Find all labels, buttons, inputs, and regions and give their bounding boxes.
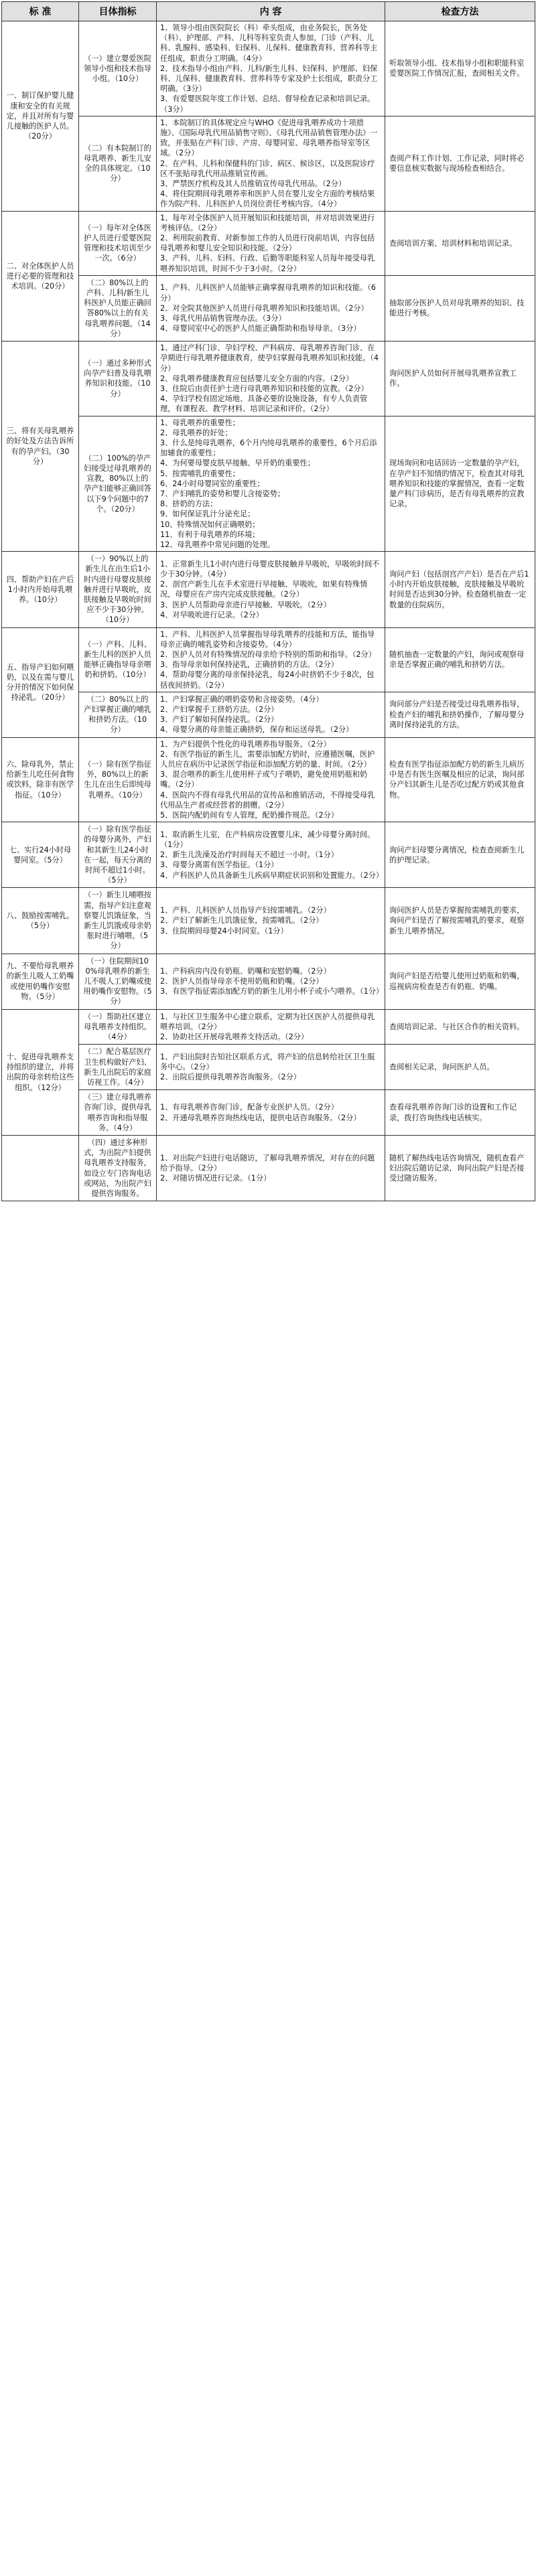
- content-item: 7、产妇哺乳的姿势和婴儿含接姿势；: [160, 489, 285, 498]
- standard-cell: 八、鼓励按需哺乳。（5分）: [2, 888, 79, 954]
- content-item: 2、母乳喂养的好处；: [160, 428, 232, 437]
- table-row: [2, 416, 535, 552]
- content-item: 2、母乳喂养健康教育应包括婴儿安全方面的内容。（2分）: [160, 374, 354, 383]
- content-item: 4、将住院期间母乳喂养率和医护人员在婴儿安全方面的考核结果作为院产科、儿科医护人员岗位责任考核内容。（4分）: [160, 190, 375, 209]
- content-cell: [157, 822, 385, 888]
- content-item: 4、母婴同室中心的医护人员能正确帮助和指导母亲。（3分）: [160, 324, 361, 333]
- standard-cell: 五、指导产妇如何喂奶，以及在需与婴儿分开的情况下如何保持泌乳。（20分）: [2, 627, 79, 737]
- content-cell: [157, 627, 385, 692]
- header-indicator: 目体指标: [79, 2, 157, 21]
- standard-cell: 十、促进母乳喂养支持组织的建立，并将出院的母亲转给这些组织。（12分）: [2, 1009, 79, 1135]
- standard-cell: 四、帮助产妇在产后1小时内开始母乳喂养。（10分）: [2, 552, 79, 627]
- table-header-row: [2, 2, 535, 21]
- standard-cell: 九、不要给母乳喂养的新生儿吸人工奶嘴或使用奶嘴作安慰物。（5分）: [2, 954, 79, 1009]
- table-row: [2, 627, 535, 692]
- table-row: [2, 552, 535, 627]
- method-cell: 现场询问和电话回访一定数量的孕产妇，在孕产妇不知情的情况下，检查其对母乳喂养知识和技能的掌握情况，查看一定数量产科门诊病历，是否有母乳喂养的宣教记录。: [385, 416, 535, 552]
- content-item: 2、有医学指征的新生儿，需要添加配方奶时，应遵循医嘱，医护人员应在病历中记录医学指征和添加配方奶的量、时间。（2分）: [160, 749, 375, 769]
- content-item: 5、按需哺乳的重要性；: [160, 469, 240, 478]
- content-cell: [157, 1045, 385, 1090]
- content-item: 1、产科病房内没有奶瓶、奶嘴和安慰奶嘴。（2分）: [160, 966, 331, 976]
- method-cell: 随机抽查一定数量的产妇，询问或观察母亲是否掌握正确的哺乳和挤奶方法。: [385, 627, 535, 692]
- method-cell: 查阅培训方案、培训材料和培训记录。: [385, 211, 535, 275]
- method-cell: 询问医护人员如何开展母乳喂养宣教工作。: [385, 342, 535, 416]
- content-item: 4、对早吸吮进行记录。（2分）: [160, 610, 264, 619]
- content-cell: [157, 416, 385, 552]
- indicator-cell: （二）100%的孕产妇接受过母乳喂养的宣教，80%以上的孕产妇能够正确回答以下9个问题中的7个。（20分）: [79, 416, 157, 552]
- content-item: 1、每年对全体医护人员开展知识和技能培训，并对培训效果进行考核评估。（2分）: [160, 213, 375, 232]
- indicator-cell: （一）帮助社区建立母乳喂养支持组织。（4分）: [79, 1009, 157, 1045]
- content-item: 1、正常新生儿1小时内进行母婴皮肤接触并早吸吮，早吸吮时间不少于30分钟。（4分）: [160, 559, 380, 579]
- indicator-cell: （一）90%以上的新生儿在出生后1小时内进行母婴皮肤接触并进行早吸吮，皮肤接触及早吸吮时间应不少于30分钟。（10分）: [79, 552, 157, 627]
- content-item: 10、特殊情况如何正确喂奶；: [160, 520, 260, 529]
- content-item: 1、产妇掌握正确的喂奶姿势和含接姿势。（4分）: [160, 694, 324, 704]
- content-item: 9、如何保证乳汁分泌充足；: [160, 510, 255, 519]
- content-item: 4、产科医护人员具备新生儿疾病早期症状识别和处置能力。（2分）: [160, 870, 384, 880]
- content-item: 4、为何要母婴皮肤早接触、早开奶的重要性；: [160, 459, 315, 468]
- content-item: 4、帮助母婴分离的母亲保持泌乳，每24小时挤奶不少于8次，包括夜间挤奶。（2分）: [160, 670, 375, 690]
- content-item: 1、母乳喂养的重要性；: [160, 418, 240, 427]
- content-item: 1、本院制订的具体规定应与WHO《促进母乳喂养成功十项措施》、《国际母乳代用品销售守则》、《母乳代用品销售管理办法》一致，并张贴在产科门诊、产房、母婴同室、母乳喂养指导室等区域。（2分）: [160, 118, 378, 158]
- indicator-cell: （二）配合基层医疗卫生机构做好产妇、新生儿出院后的家庭访视工作。（4分）: [79, 1045, 157, 1090]
- content-cell: [157, 552, 385, 627]
- content-item: 3、指导母亲如何保持泌乳，正确挤奶的方法。（2分）: [160, 660, 338, 670]
- table-row: [2, 116, 535, 211]
- content-item: 1、产科、儿科医护人员掌握指导母乳喂养的技能和方法，能指导母亲正确的哺乳姿势和含接姿势。（4分）: [160, 629, 375, 649]
- method-cell: 查阅培训记录、与社区合作的相关资料。: [385, 1009, 535, 1045]
- indicator-cell: （二）80%以上的产科、儿科/新生儿科医护人员能正确回答80%以上的有关母乳喂养问题。（14分）: [79, 275, 157, 341]
- content-item: 2、产妇了解新生儿饥饿征象，按需哺乳。（2分）: [160, 916, 324, 925]
- table-row: [2, 21, 535, 117]
- standard-cell: 七、实行24小时母婴同室。（5分）: [2, 822, 79, 888]
- content-item: 3、混合喂养的新生儿使用杯子或勺子喂奶，避免使用奶瓶和奶嘴。（2分）: [160, 770, 368, 789]
- method-cell: 询问产妇是否给婴儿使用过奶瓶和奶嘴，巡视病房检查是否有奶瓶、奶嘴。: [385, 954, 535, 1009]
- header-method: 检查方法: [385, 2, 535, 21]
- table-row: [2, 737, 535, 822]
- method-cell: 抽取部分医护人员对母乳喂养的知识、技能进行考核。: [385, 275, 535, 341]
- content-item: 4、母婴分离的母亲能正确挤奶，保存和运送母乳。（2分）: [160, 725, 354, 735]
- content-item: 2、对全院其他医护人员进行母乳喂养知识和技能培训。（2分）: [160, 303, 368, 313]
- table-body: [2, 21, 535, 1201]
- indicator-cell: （一）建立婴爱医院领导小组和技术指导小组。（10分）: [79, 21, 157, 117]
- indicator-cell: （二）80%以上的产妇掌握正确的哺乳和挤奶方法。（10分）: [79, 692, 157, 737]
- table-row: [2, 1009, 535, 1045]
- table-row: [2, 211, 535, 275]
- method-cell: 询问医护人员是否掌握按需哺乳的要求，询问产妇是否了解按需哺乳的要求，观察新生儿喂养情况。: [385, 888, 535, 954]
- content-item: 2、对随访情况进行记录。（1分）: [160, 1174, 271, 1183]
- indicator-cell: （一）每年对全体医护人员进行爱婴医院管理和技术培训至少一次。（6分）: [79, 211, 157, 275]
- indicator-cell: （四）通过多种形式，为出院产妇提供母乳喂养支持服务，如设立专门咨询电话或网站，为出院产妇提供咨询服务。: [79, 1135, 157, 1201]
- content-cell: [157, 737, 385, 822]
- table-row: [2, 275, 535, 341]
- assessment-document: [1, 1, 535, 1201]
- method-cell: 听取领导小组、技术指导小组和职能科室爱婴医院工作情况汇报，查阅相关文件。: [385, 21, 535, 117]
- content-item: 2、剖宫产新生儿在手术室进行早接触、早吸吮，如果有特殊情况，母婴应在产房内完成皮肤接触。（2分）: [160, 580, 368, 599]
- content-item: 8、挤奶的方法；: [160, 500, 218, 509]
- content-item: 1、为产妇提供个性化的母乳喂养指导服务。（2分）: [160, 739, 331, 749]
- content-cell: [157, 1090, 385, 1136]
- content-cell: [157, 21, 385, 117]
- content-item: 1、产科、儿科医护人员能够正确掌握母乳喂养的知识和技能。（6分）: [160, 283, 376, 303]
- assessment-table: [1, 1, 535, 1201]
- content-item: 2、协助社区开展母乳喂养支持活动。（2分）: [160, 1033, 309, 1042]
- content-item: 3、有爱婴医院年度工作计划、总结、督导检查记录和培训记录。（3分）: [160, 94, 375, 114]
- indicator-cell: （一）住院期间100%母乳喂养的新生儿不吸人工奶嘴或使用奶嘴作安慰物。（5分）: [79, 954, 157, 1009]
- content-item: 3、产妇了解如何保持泌乳。（2分）: [160, 715, 279, 725]
- content-cell: [157, 342, 385, 416]
- table-row: [2, 1045, 535, 1090]
- content-item: 2、在产科、儿科和保健科的门诊、病区、候诊区，以及医院诊疗区不张贴母乳代用品推销宣传画。: [160, 159, 375, 178]
- indicator-cell: （一）产科、儿科、新生儿科的医护人员能够正确指导母亲喂奶和挤奶。（10分）: [79, 627, 157, 692]
- content-item: 1、对出院产妇进行电话随访，了解母乳喂养情况，对存在的问题给予指导。（2分）: [160, 1153, 375, 1172]
- content-item: 6、24小时母婴同室的重要性；: [160, 479, 265, 488]
- method-cell: 询问产妇（包括剖宫产产妇）是否在产后1小时内开始皮肤接触，皮肤接触及早吸吮时间是否达到30分钟。检查随机抽查一定数量的住院病历。: [385, 552, 535, 627]
- method-cell: 查看母乳喂养咨询门诊的设置和工作记录，拨打咨询热线电话核实。: [385, 1090, 535, 1136]
- content-cell: [157, 888, 385, 954]
- content-cell: [157, 1135, 385, 1201]
- content-cell: [157, 116, 385, 211]
- content-item: 1、领导小组由医院院长（科）牵头组成，由业务院长，医务处（科）、护理部、产科、儿科等科室负责人参加，门诊（产科、儿科、乳腺科、感染科、妇保科、儿保科、健康教育科、营养科等主任组成，职责分工明确。（4分）: [160, 23, 378, 63]
- content-item: 2、医护人员指导母亲不使用奶瓶和奶嘴。（2分）: [160, 977, 324, 986]
- table-row: [2, 822, 535, 888]
- content-item: 3、医护人员帮助母亲进行早接触、早吸吮。（2分）: [160, 600, 331, 609]
- content-item: 2、技术指导小组由产科、儿科/新生儿科、妇保科、护理部、妇保科、儿保科、健康教育科、营养科等专家及护士长组成，职责分工明确。（3分）: [160, 64, 378, 94]
- content-item: 1、通过产科门诊、孕妇学校、产科病房、母乳喂养咨询门诊、在孕期进行母乳喂养健康教育，使孕妇掌握母乳喂养知识和技能。（4分）: [160, 344, 379, 373]
- content-cell: [157, 954, 385, 1009]
- content-item: 3、什么是纯母乳喂养，6个月内纯母乳喂养的重要性，6个月后添加辅食的重要性；: [160, 438, 377, 458]
- standard-cell: 六、除母乳外，禁止给新生儿吃任何食物或饮料，除非有医学指征。（10分）: [2, 737, 79, 822]
- method-cell: 查阅产科工作计划、工作记录，同时将必要信息核实数据与现场检查相结合。: [385, 116, 535, 211]
- content-item: 1、有母乳喂养咨询门诊，配备专业医护人员。（2分）: [160, 1103, 338, 1112]
- content-item: 2、利用院前教育、对新参加工作的人员进行岗前培训，内容包括母乳喂养和婴儿安全知识和技能。（2分）: [160, 234, 375, 253]
- content-item: 4、医院内不得有母乳代用品的宣传品和推销活动，不得接受母乳代用品生产者或经营者的捐赠。（2分）: [160, 790, 375, 810]
- content-item: 2、出院后提供母乳喂养咨询服务。（2分）: [160, 1073, 302, 1082]
- content-item: 11、有利于母乳喂养的环境；: [160, 530, 260, 539]
- content-item: 5、医院内配奶间有专人管理，配奶操作规范。（2分）: [160, 811, 338, 820]
- indicator-cell: （二）有本院制订的母乳喂养、新生儿安全的具体规定。（10分）: [79, 116, 157, 211]
- content-item: 3、有医学指征需添加配方奶的新生儿用小杯子或小勺喂养。（1分）: [160, 987, 384, 996]
- content-item: 3、严禁医疗机构及其人员推销宣传母乳代用品。（2分）: [160, 179, 346, 189]
- standard-cell: 一、制订保护婴儿健康和安全的有关规定，并且对所有与婴儿接触的医护人员。（20分）: [2, 21, 79, 212]
- header-standard: 标 准: [2, 2, 79, 21]
- content-item: 12、母乳喂养中常见问题的处理。: [160, 540, 275, 549]
- content-item: 2、新生儿洗澡及治疗时间每天不超过一小时。（1分）: [160, 850, 338, 860]
- table-row: [2, 954, 535, 1009]
- method-cell: 查阅相关记录，询问医护人员。: [385, 1045, 535, 1090]
- table-row: [2, 342, 535, 416]
- table-row: [2, 692, 535, 737]
- indicator-cell: （一）新生儿哺喂按需，指导产妇注意观察婴儿饥饿征象，当新生儿饥饿或母亲奶胀时进行哺喂。（5分）: [79, 888, 157, 954]
- content-item: 3、母乳代用品销售管理办法。（3分）: [160, 314, 286, 323]
- content-item: 3、产科、儿科、妇科、行政、后勤等职能科室人员每年接受母乳喂养知识培训，时间不少于3小时。（2分）: [160, 254, 375, 273]
- standard-cell: 二、对全体医护人员进行必要的管理和技术培训。（20分）: [2, 211, 79, 341]
- content-item: 2、医护人员对有特殊情况的母亲给予特别的帮助和指导。（2分）: [160, 650, 376, 659]
- content-cell: [157, 275, 385, 341]
- content-item: 1、产科、儿科医护人员指导产妇按需哺乳。（2分）: [160, 906, 331, 915]
- method-cell: 随机了解热线电话咨询情况，随机查看产妇出院后随访记录，询问出院产妇是否接受过随访服务。: [385, 1135, 535, 1201]
- method-cell: 询问产妇母婴分离情况，检查查阅新生儿的护理记录。: [385, 822, 535, 888]
- indicator-cell: （三）建立母乳喂养咨询门诊，提供母乳喂养咨询和指导服务。（4分）: [79, 1090, 157, 1136]
- content-item: 2、开通母乳喂养咨询热线电话，提供电话咨询服务。（2分）: [160, 1113, 361, 1122]
- indicator-cell: （一）除有医学指征的母婴分离外，产妇和其新生儿24小时在一起，每天分离的时间不超过1小时。（5分）: [79, 822, 157, 888]
- table-row: [2, 1135, 535, 1201]
- table-row: [2, 888, 535, 954]
- method-cell: 检查有医学指征添加配方奶的新生儿病历中是否有医生医嘱及相应的记录，询问部分产妇其新生儿是否吃过配方奶或其他食物。: [385, 737, 535, 822]
- content-item: 3、母婴分离需有医学指征。（1分）: [160, 860, 279, 870]
- header-content: 内 容: [157, 2, 385, 21]
- standard-cell: 三、将有关母乳喂养的好处及方法告诉所有的孕产妇。（30分）: [2, 342, 79, 552]
- content-item: 1、产妇出院时告知社区联系方式，将产妇的信息转给社区卫生服务中心。（2分）: [160, 1052, 375, 1072]
- content-item: 4、孕妇学校有固定场地、具备必要的设施设备，有专人负责管理，有课程表、教学材料、培训记录和评价。（2分）: [160, 394, 368, 414]
- table-row: [2, 1090, 535, 1136]
- indicator-cell: （一）除有医学指征外，80%以上的新生儿在出生后即纯母乳喂养。（10分）: [79, 737, 157, 822]
- content-cell: [157, 211, 385, 275]
- method-cell: 询问部分产妇是否接受过母乳喂养指导，检查产妇的哺乳和挤奶操作，了解母婴分离时保持泌乳的方法。: [385, 692, 535, 737]
- content-item: 1、与社区卫生服务中心建立联系，定期为社区医护人员提供母乳喂养培训。（2分）: [160, 1012, 375, 1031]
- content-item: 3、住院期间母婴24小时同室。（1分）: [160, 926, 288, 935]
- content-item: 2、产妇掌握手工挤奶方法。（2分）: [160, 705, 279, 714]
- content-item: 1、取消新生儿室，在产科病房设置婴儿床，减少母婴分离时间。（1分）: [160, 830, 375, 850]
- standard-cell: [2, 1135, 79, 1201]
- content-cell: [157, 692, 385, 737]
- indicator-cell: （一）通过多种形式向孕产妇普及母乳喂养知识和技能。（10分）: [79, 342, 157, 416]
- content-item: 3、住院后由责任护士进行母乳喂养知识和技能的宣教。（2分）: [160, 384, 368, 393]
- content-cell: [157, 1009, 385, 1045]
